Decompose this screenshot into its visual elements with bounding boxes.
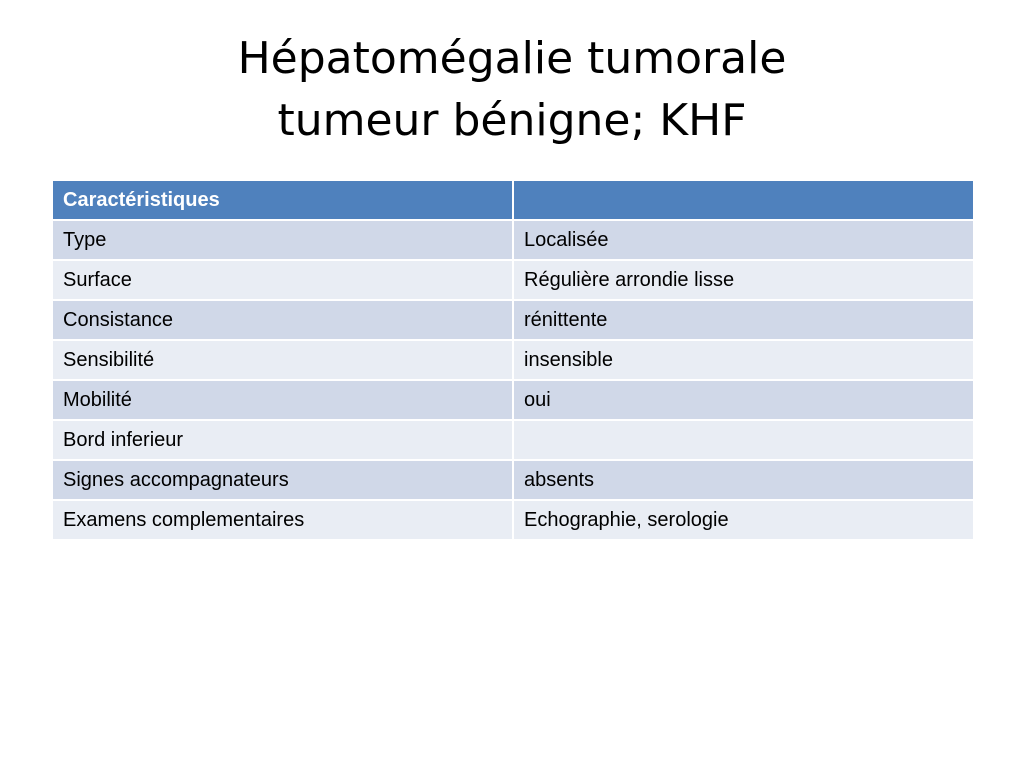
- row-value: Localisée: [513, 220, 974, 260]
- table-header-row: [52, 180, 974, 220]
- row-label: Surface: [52, 260, 513, 300]
- row-value: insensible: [513, 340, 974, 380]
- row-value: [513, 420, 974, 460]
- row-value: Echographie, serologie: [513, 500, 974, 540]
- table-row: [52, 500, 974, 540]
- header-characteristics: Caractéristiques: [52, 180, 513, 220]
- row-value: Régulière arrondie lisse: [513, 260, 974, 300]
- slide-title-line-2: tumeur bénigne; KHF: [277, 95, 747, 146]
- row-label: Sensibilité: [52, 340, 513, 380]
- row-value: absents: [513, 460, 974, 500]
- table-row: [52, 460, 974, 500]
- row-value: rénittente: [513, 300, 974, 340]
- table-row: [52, 380, 974, 420]
- row-label: Signes accompagnateurs: [52, 460, 513, 500]
- table-row: [52, 420, 974, 460]
- table-row: [52, 300, 974, 340]
- table-row: [52, 340, 974, 380]
- row-label: Mobilité: [52, 380, 513, 420]
- slide-title-line-1: Hépatomégalie tumorale: [237, 33, 787, 84]
- table-row: [52, 260, 974, 300]
- header-value: [513, 180, 974, 220]
- slide-title: [0, 28, 1024, 152]
- table-row: [52, 220, 974, 260]
- row-value: oui: [513, 380, 974, 420]
- row-label: Type: [52, 220, 513, 260]
- row-label: Bord inferieur: [52, 420, 513, 460]
- characteristics-table: [51, 179, 975, 541]
- row-label: Consistance: [52, 300, 513, 340]
- row-label: Examens complementaires: [52, 500, 513, 540]
